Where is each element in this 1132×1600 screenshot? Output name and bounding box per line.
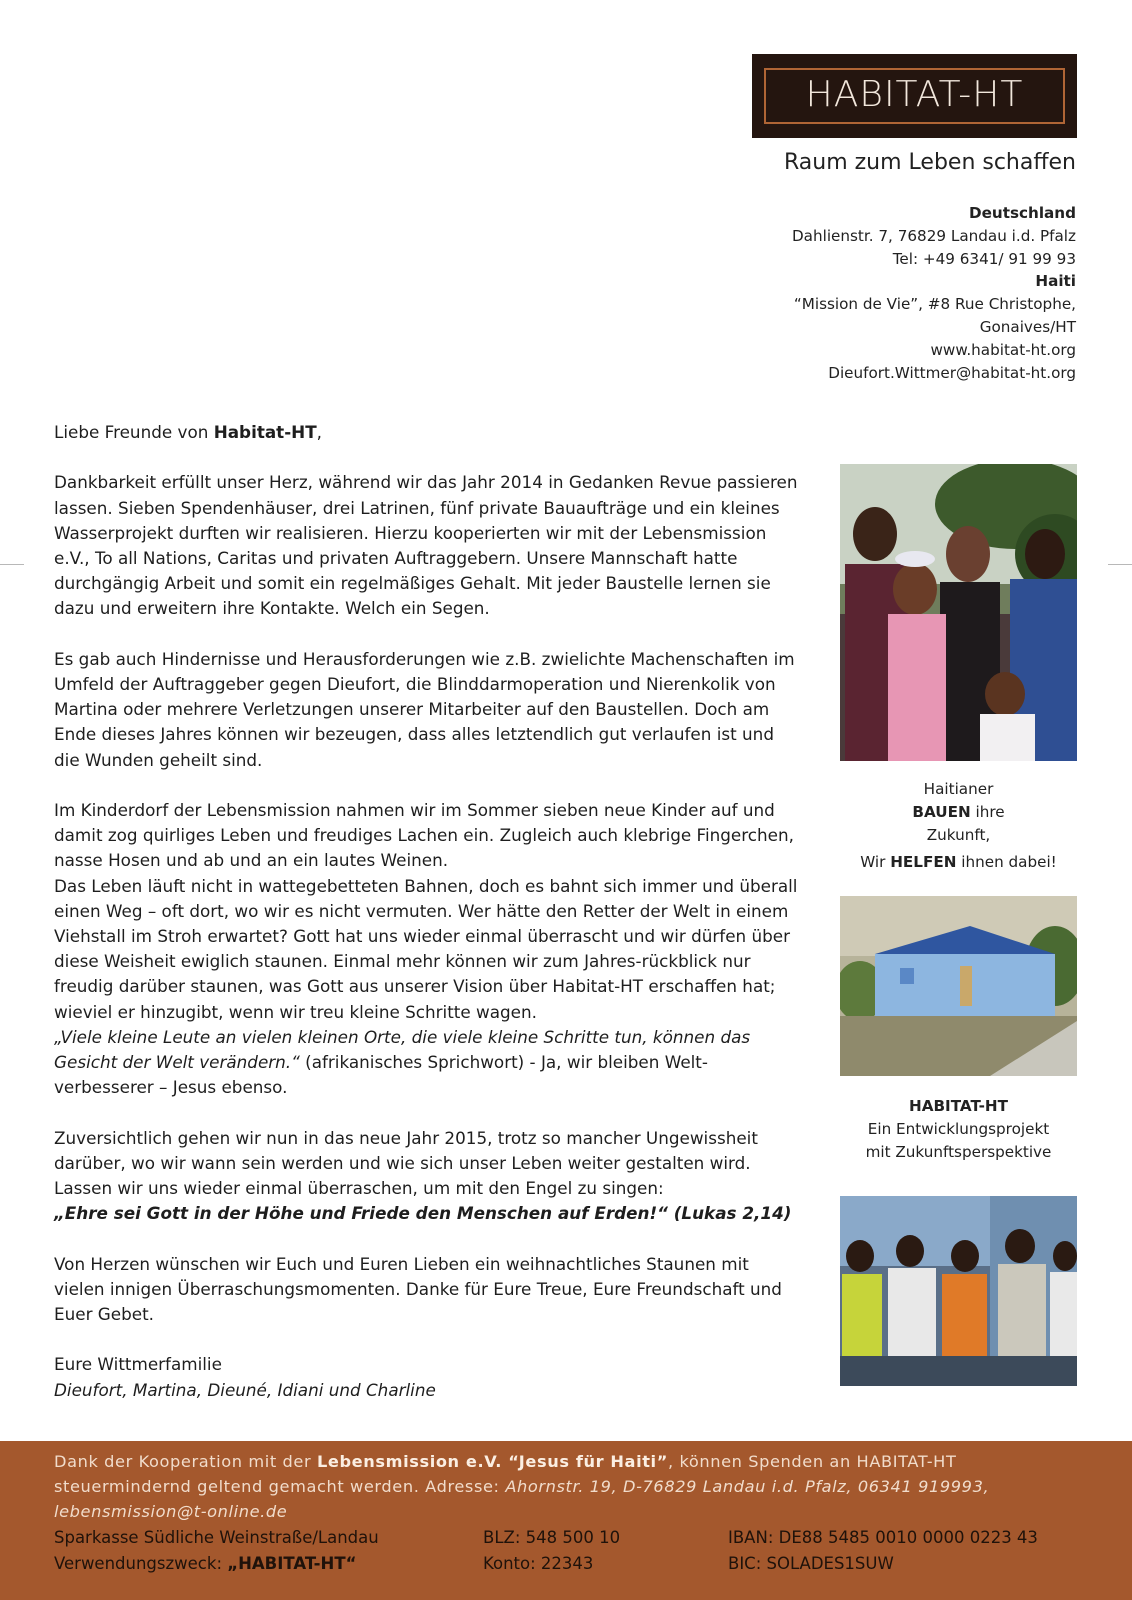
bible-quote: „Ehre sei Gott in der Höhe und Friede den Menschen auf Erden!“ (Lukas 2,14) [54,1203,792,1224]
purpose: Verwendungszweck: „HABITAT-HT“ [54,1554,357,1573]
family-photo [840,464,1077,761]
signature-names: Dieufort, Martina, Dieuné, Idiani und Charline [54,1379,436,1400]
blz: BLZ: 548 500 10 [483,1528,621,1547]
address-haiti-line1: “Mission de Vie”, #8 Rue Christophe, [793,295,1076,314]
signoff: Eure Wittmerfamilie [54,1354,222,1375]
address-haiti-line2: Gonaives/HT [979,317,1076,336]
paragraph-3b: Das Leben läuft nicht in wattegebetteten Bahnen, doch es bahnt sich immer und überall einen Weg – oft dort, wo wir es nicht vermuten. Wer hätte den Retter der Welt in einem Viehstall im Stroh erwartet? Gott hat uns wieder einmal überrascht und wir dürfen über diese Weisheit ewiglich staunen. Einmal mehr können wir zum Jahres-rückblick nur freudig darüber staunen, was Gott aus unserer Vision über Habitat-HT erschaffen hat; wieviel er hinzugibt, wenn wir treu kleine Schritte wagen. [54,875,798,1022]
paragraph-3c: „Viele kleine Leute an vielen kleinen Orte, die viele kleine Schritte tun, können das Gesicht der Welt verändern.“ (afrikanisches Sprichwort) - Ja, wir bleiben Welt-verbesserer – Jesus ebenso. [54,1026,751,1098]
iban: IBAN: DE88 5485 0010 0000 0223 43 [728,1528,1038,1547]
team-photo [840,1196,1077,1386]
bic: BIC: SOLADES1SUW [728,1554,894,1573]
email-link[interactable]: Dieufort.Wittmer@habitat-ht.org [828,363,1076,382]
phone: Tel: +49 6341/ 91 99 93 [892,249,1076,268]
partner-address: Ahornstr. 19, D-76829 Landau i.d. Pfalz, 06341 919993, lebensmission@t-online.de [54,1477,990,1521]
logo-text: HABITAT-HT [805,74,1024,115]
paragraph-2: Es gab auch Hindernisse und Herausforderungen wie z.B. zwielichte Machenschaften im Umfeld der Auftraggeber gegen Dieufort, die Blinddarmoperation und Nierenkolik von Martina oder mehrere Verletzungen unserer Mitarbeiter auf den Baustellen. Doch am Ende dieses Jahres können wir bezeugen, dass alles letztendlich gut verlaufen ist und die Wunden geheilt sind. [54,648,795,770]
fold-mark-right [1108,564,1132,565]
address-germany: Dahlienstr. 7, 76829 Landau i.d. Pfalz [791,226,1076,245]
caption-project: HABITAT-HT Ein Entwicklungsprojekt mit Zukunftsperspektive [865,1097,1052,1161]
konto: Konto: 22343 [483,1554,594,1573]
paragraph-1: Dankbarkeit erfüllt unser Herz, während wir das Jahr 2014 in Gedanken Revue passieren lassen. Sieben Spendenhäuser, drei Latrinen, fünf private Bauaufträge und ein kleines Wasserprojekt durften wir realisieren. Hierzu kooperierten wir mit der Lebensmission e.V., To all Nations, Caritas und privaten Auftraggebern. Unsere Mannschaft hatte durchgängig Arbeit und somit ein regelmäßiges Gehalt. Mit jeder Baustelle lernen sie dazu und erweitern ihre Kontakte. Welch ein Segen. [54,472,798,619]
address-block [792,202,1076,384]
purpose-value: „HABITAT-HT“ [227,1554,357,1573]
bank-international [728,1525,1038,1577]
proverb-quote: „Viele kleine Leute an vielen kleinen Orte, die viele kleine Schritte tun, können das Gesicht der Welt verändern.“ [54,1026,751,1073]
donation-note: Dank der Kooperation mit der Lebensmission e.V. “Jesus für Haiti”, können Spenden an HABITAT-HT steuermindernd geltend gemacht werden. Adresse: Ahornstr. 19, D-76829 Landau i.d. Pfalz, 06341 919993, lebensmission@t-online.de [54,1452,990,1521]
footer [0,1441,1132,1600]
website-link[interactable]: www.habitat-ht.org [930,340,1076,359]
letter-body [54,420,799,1403]
country-germany: Deutschland [969,204,1076,222]
tagline: Raum zum Leben schaffen [783,150,1076,175]
partner-org: Lebensmission e.V. “Jesus für Haiti” [316,1452,668,1471]
bank-info [54,1525,379,1577]
house-photo [840,896,1077,1076]
logo [752,54,1077,138]
greeting: Liebe Freunde von Habitat-HT, [54,422,322,442]
caption-family: Haitianer BAUEN ihre Zukunft, Wir HELFEN ihnen dabei! [860,780,1057,871]
bank-codes [483,1525,620,1577]
paragraph-5: Von Herzen wünschen wir Euch und Euren Lieben ein weihnachtliches Staunen mit vielen innigen Überraschungsmomenten. Danke für Eure Treue, Eure Freundschaft und Euer Gebet. [54,1253,782,1325]
paragraph-4: Zuversichtlich gehen wir nun in das neue Jahr 2015, trotz so mancher Ungewissheit darüber, wo wir wann sein werden und wie sich unser Leben weiter gestalten wird. Lassen wir uns wieder einmal überraschen, um mit den Engel zu singen: [54,1127,758,1199]
fold-mark-left [0,564,24,565]
bank-name: Sparkasse Südliche Weinstraße/Landau [54,1528,379,1547]
country-haiti: Haiti [1035,272,1076,291]
greeting-org: Habitat-HT [213,422,317,442]
paragraph-3a: Im Kinderdorf der Lebensmission nahmen wir im Sommer sieben neue Kinder auf und damit zog quirliges Leben und freudiges Lachen ein. Zugleich auch klebrige Fingerchen, nasse Hosen und ab und an ein lautes Weinen. [54,800,794,871]
